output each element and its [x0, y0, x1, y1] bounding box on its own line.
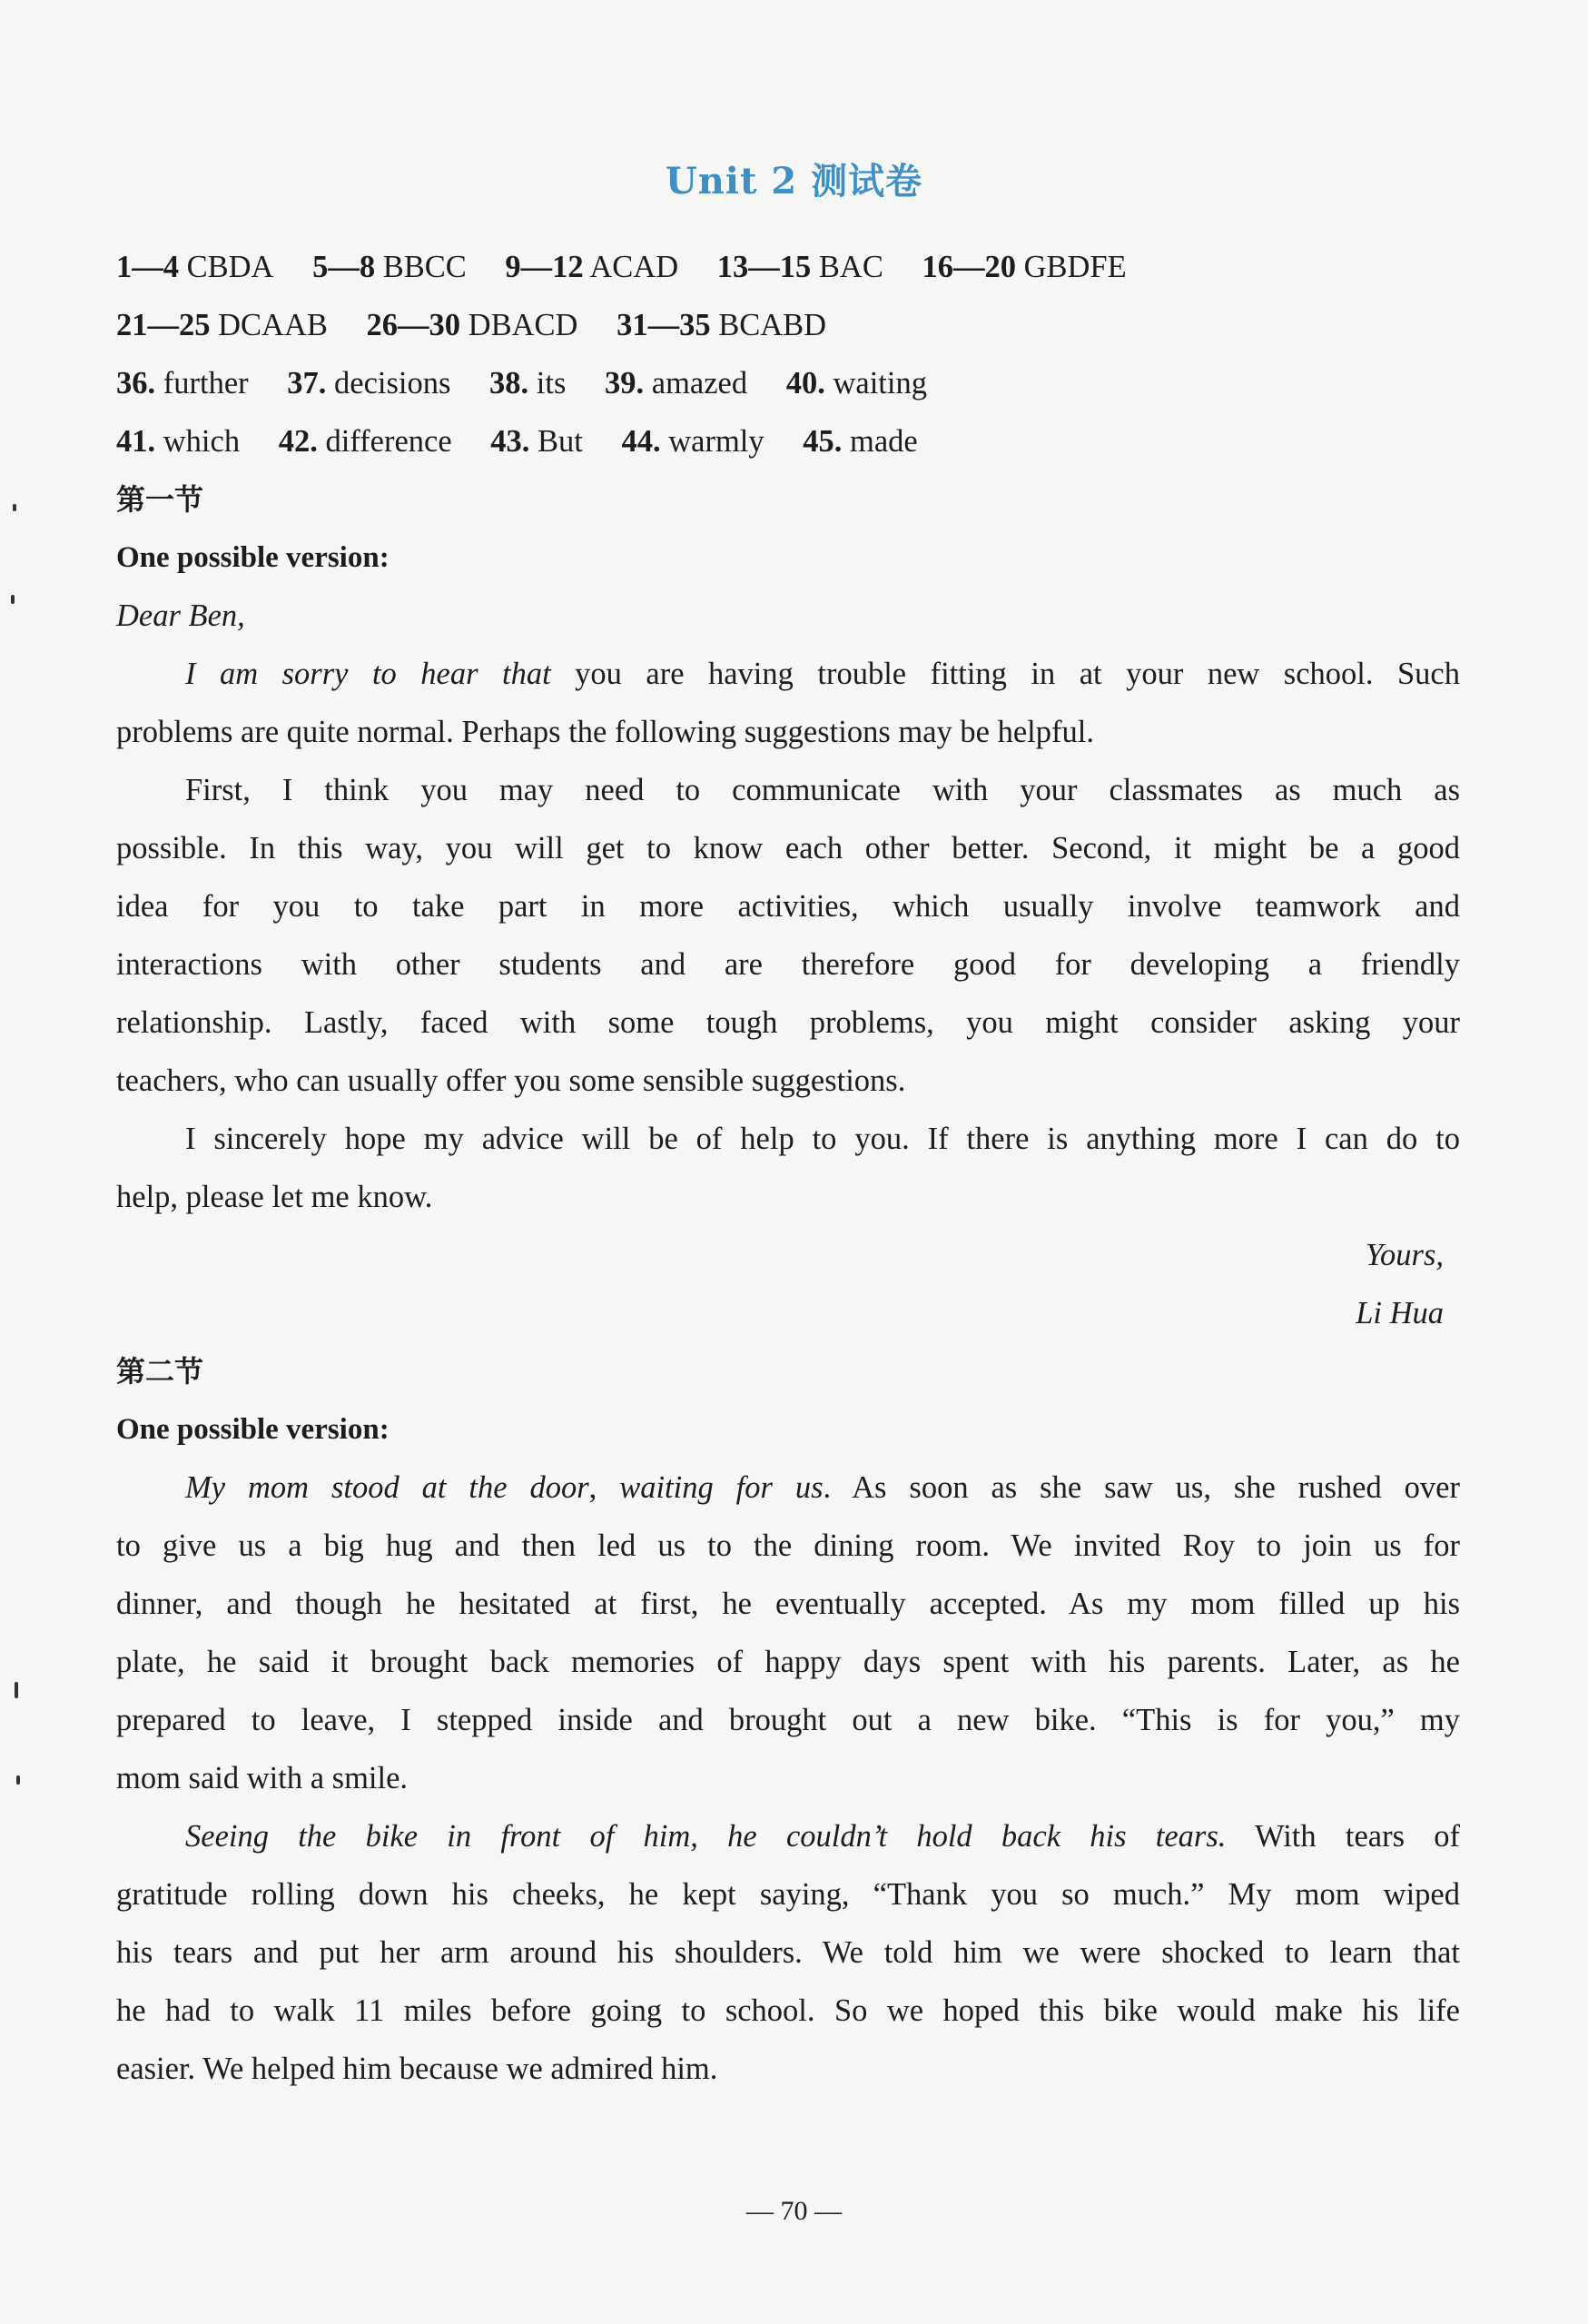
- letter-line: help, please let me know.: [116, 1180, 433, 1214]
- answer-word: But: [538, 424, 583, 459]
- answer-word: further: [163, 366, 249, 401]
- section-1-version-label: One possible version:: [116, 541, 390, 574]
- answer-value: ACAD: [589, 250, 679, 284]
- story-line: easier. We helped him because we admired him.: [116, 2052, 718, 2086]
- answer-value: BAC: [818, 250, 883, 284]
- answer-range: 13—15: [716, 250, 812, 284]
- answer-word: amazed: [651, 366, 748, 401]
- story-line-text: . As soon as she saw us, she rushed over: [823, 1470, 1460, 1505]
- answer-range: 1—4: [116, 250, 179, 284]
- story-line: his tears and put her arm around his shoulders. We told him we were shocked to learn that: [116, 1935, 1460, 1970]
- story-line: gratitude rolling down his cheeks, he kept saying, “Thank you so much.” My mom wiped: [116, 1877, 1460, 1912]
- answer-number: 40.: [785, 366, 825, 401]
- story-line: dinner, and though he hesitated at first, he eventually accepted. As my mom filled up his: [116, 1587, 1460, 1621]
- answer-word: decisions: [334, 366, 451, 401]
- scan-mark: [13, 504, 16, 511]
- section-2-heading: 第二节: [116, 1354, 204, 1389]
- letter-line: relationship. Lastly, faced with some tough problems, you might consider asking your: [116, 1005, 1460, 1040]
- answer-number: 42.: [278, 424, 318, 459]
- letter-salutation: Dear Ben,: [116, 598, 245, 633]
- answer-value: BBCC: [382, 250, 467, 284]
- story-given-sentence-a: My mom stood at the door: [185, 1470, 589, 1505]
- letter-line-text: you are having trouble fitting in at your new school. Such: [550, 657, 1460, 691]
- letter-opening-phrase: I am sorry to hear that: [185, 657, 551, 691]
- answer-range: 26—30: [366, 308, 461, 342]
- answer-range: 21—25: [116, 308, 211, 342]
- story-line: mom said with a smile.: [116, 1761, 409, 1795]
- story-given-sep: ,: [588, 1470, 620, 1505]
- letter-line: First, I think you may need to communicate with your classmates as much as: [185, 773, 1460, 807]
- letter-line: idea for you to take part in more activities, which usually involve teamwork and: [116, 889, 1460, 924]
- answer-range: 9—12: [505, 250, 584, 284]
- answer-word: its: [536, 366, 567, 401]
- answer-value: DCAAB: [218, 308, 328, 342]
- scan-mark: [16, 1775, 20, 1785]
- answer-number: 38.: [489, 366, 529, 401]
- story-line-text: With tears of: [1226, 1819, 1460, 1854]
- answers-row-4: [116, 412, 1460, 470]
- answer-number: 43.: [490, 424, 530, 459]
- story-line: [116, 1459, 1460, 1517]
- letter-line: interactions with other students and are therefore good for developing a friendly: [116, 947, 1460, 982]
- section-2-version-label: One possible version:: [116, 1413, 390, 1446]
- answer-word: warmly: [668, 424, 764, 459]
- answer-value: GBDFE: [1023, 250, 1127, 284]
- answers-row-1: [116, 238, 1460, 296]
- letter-line: problems are quite normal. Perhaps the following suggestions may be helpful.: [116, 715, 1094, 749]
- letter-closing: Yours,: [1366, 1238, 1444, 1272]
- answer-range: 31—35: [616, 308, 711, 342]
- story-given-sentence-b: waiting for us: [619, 1470, 824, 1505]
- answer-word: which: [163, 424, 241, 459]
- answer-value: BCABD: [718, 308, 827, 342]
- story-line: he had to walk 11 miles before going to school. So we hoped this bike would make his life: [116, 1993, 1460, 2028]
- letter-line: [116, 645, 1460, 703]
- letter-signature: Li Hua: [1356, 1296, 1444, 1330]
- answer-number: 36.: [116, 366, 156, 401]
- answer-word: waiting: [833, 366, 927, 401]
- answer-number: 44.: [621, 424, 661, 459]
- letter-line: possible. In this way, you will get to know each other better. Second, it might be a good: [116, 831, 1460, 865]
- answer-word: made: [850, 424, 918, 459]
- answers-row-2: [116, 296, 1460, 354]
- answer-word: difference: [325, 424, 452, 459]
- letter-line: I sincerely hope my advice will be of help to you. If there is anything more I can do to: [185, 1122, 1460, 1156]
- story-line: [116, 1807, 1460, 1865]
- page-number: — 70 —: [746, 2196, 842, 2226]
- answer-number: 45.: [803, 424, 843, 459]
- answer-value: DBACD: [468, 308, 578, 342]
- answer-number: 37.: [287, 366, 327, 401]
- answer-range: 16—20: [922, 250, 1016, 284]
- scan-mark: [15, 1682, 18, 1698]
- story-line: prepared to leave, I stepped inside and brought out a new bike. “This is for you,” my: [116, 1703, 1460, 1737]
- section-1-heading: 第一节: [116, 482, 204, 517]
- letter-line: teachers, who can usually offer you some sensible suggestions.: [116, 1063, 906, 1098]
- page-title: Unit 2 测试卷: [665, 160, 923, 203]
- answer-number: 39.: [605, 366, 645, 401]
- scan-mark: [11, 595, 15, 604]
- answer-number: 41.: [116, 424, 156, 459]
- story-line: plate, he said it brought back memories of happy days spent with his parents. Later, as he: [116, 1645, 1460, 1679]
- answer-range: 5—8: [312, 250, 376, 284]
- answer-value: CBDA: [186, 250, 274, 284]
- answers-row-3: [116, 354, 1460, 412]
- story-line: to give us a big hug and then led us to the dining room. We invited Roy to join us for: [116, 1528, 1460, 1563]
- story-given-sentence-c: Seeing the bike in front of him, he couldn’t hold back his tears.: [185, 1819, 1227, 1854]
